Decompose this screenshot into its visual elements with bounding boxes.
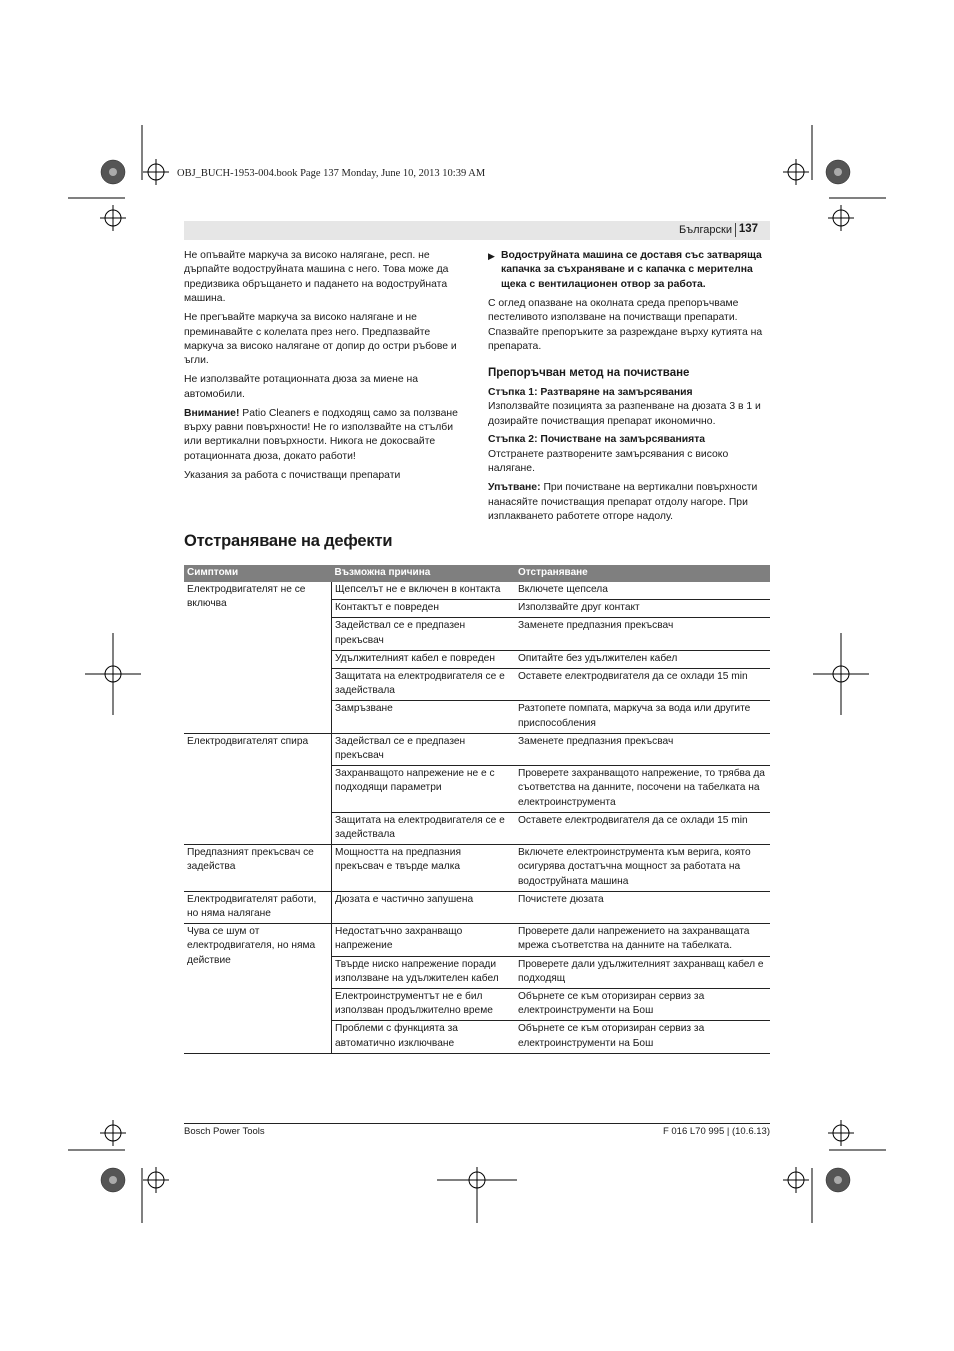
remedy-cell: Обърнете се към оторизиран сервиз за електроинструменти на Бош [515, 1021, 770, 1053]
footer-code: F 016 L70 995 | (10.6.13) [662, 1126, 770, 1137]
step-1-text: Използвайте позицията за разпенване на дюзата 3 в 1 и дозирайте почистващия препарат икономично. [488, 401, 761, 427]
print-info: OBJ_BUCH-1953-004.book Page 137 Monday, June 10, 2013 10:39 AM [177, 168, 486, 179]
symptom-cell: Чува се шум от електродвигателя, но няма действие [184, 924, 332, 1054]
table-row [184, 582, 770, 600]
step-2-label: Стъпка 2: Почистване на замърсяванията [488, 434, 706, 446]
tip-paragraph [488, 481, 771, 524]
cause-cell: Проблеми с функцията за автоматично изключване [332, 1021, 516, 1053]
warning-label: Внимание! [184, 407, 240, 419]
cause-cell: Задействал се е предпазен прекъсвач [332, 618, 516, 650]
remedy-cell: Почистете дюзата [515, 891, 770, 923]
remedy-cell: Включете щепсела [515, 582, 770, 600]
header-symptoms: Симптоми [184, 565, 332, 582]
symptom-cell: Електродвигателят не се включва [184, 582, 332, 733]
remedy-cell: Оставете електродвигателя да се охлади 15 min [515, 669, 770, 701]
cause-cell: Дюзата е частично запушена [332, 891, 516, 923]
bullet-item [488, 249, 771, 292]
right-column [488, 249, 771, 529]
cause-cell: Удължителният кабел е повреден [332, 650, 516, 668]
section-title: Отстраняване на дефекти [184, 532, 393, 550]
table-row [184, 891, 770, 923]
cause-cell: Защитата на електродвигателя се е задействала [332, 669, 516, 701]
tip-text: При почистване на вертикални повърхности нанасяйте почистващия препарат отдолу нагоре. При изплакването работете отгоре надолу. [488, 482, 758, 522]
step-2-text: Отстранете разтворените замърсявания с високо налягане. [488, 448, 729, 475]
cause-cell: Замръзване [332, 701, 516, 733]
subheading: Препоръчван метод на почистване [488, 367, 690, 380]
cause-cell: Задействал се е предпазен прекъсвач [332, 733, 516, 765]
paragraph: Не използвайте ротационната дюза за миене на автомобили. [184, 374, 419, 400]
remedy-cell: Включете електроинструмента към верига, която осигурява достатъчна мощност за работата на водоструйната машина [515, 845, 770, 892]
footer-brand: Bosch Power Tools [184, 1126, 265, 1137]
page-number: 137 [738, 223, 758, 235]
header-divider [735, 223, 736, 237]
header-language: Български [679, 224, 732, 236]
symptom-cell: Електродвигателят работи, но няма налягане [184, 891, 332, 923]
table-row [184, 733, 770, 765]
table-header-row [184, 565, 770, 582]
paragraph: Не прегъвайте маркуча за високо налягане и не преминавайте с колелата през него. Предпазвайте маркуча за високо налягане от допир до остри ръбове и ъгли. [184, 312, 457, 367]
cause-cell: Електроинструментът не е бил използван продължително време [332, 989, 516, 1021]
cause-cell: Щепселът не е включен в контакта [332, 582, 516, 600]
remedy-cell: Проверете дали удължителният захранващ кабел е подходящ [515, 956, 770, 988]
paragraph: С оглед опазване на околната среда препоръчваме пестеливото използване на почистващи препарати. Спазвайте препоръките за разреждане върху кутията на препарата. [488, 297, 763, 352]
step-2 [488, 433, 771, 476]
tip-label: Упътване: [488, 482, 541, 494]
symptom-cell: Предпазният прекъсвач се задейства [184, 845, 332, 892]
bullet-text: Водоструйната машина се доставя със затваряща капачка за съхраняване и с капачка с мерителна щека с вентилационен отвор за работа. [501, 250, 762, 290]
table-row [184, 924, 770, 956]
step-1 [488, 386, 771, 429]
remedy-cell: Обърнете се към оторизиран сервиз за електроинструменти на Бош [515, 989, 770, 1021]
remedy-cell: Разтопете помпата, маркуча за вода или другите приспособления [515, 701, 770, 733]
remedy-cell: Използвайте друг контакт [515, 600, 770, 618]
remedy-cell: Опитайте без удължителен кабел [515, 650, 770, 668]
table-row [184, 845, 770, 892]
cause-cell: Недостатъчно захранващо напрежение [332, 924, 516, 956]
page-header [184, 221, 770, 240]
cause-cell: Мощността на предпазния прекъсвач е твърде малка [332, 845, 516, 892]
remedy-cell: Проверете дали напрежението на захранващата мрежа съответства на данните на табелката. [515, 924, 770, 956]
paragraph: Указания за работа с почистващи препарати [184, 469, 401, 481]
troubleshooting-table [184, 565, 770, 1054]
warning-paragraph [184, 407, 467, 465]
cause-cell: Захранващото напрежение не е с подходящи параметри [332, 766, 516, 813]
step-1-label: Стъпка 1: Разтваряне на замърсявания [488, 386, 693, 398]
cause-cell: Защитата на електродвигателя се е задействала [332, 812, 516, 844]
header-cause: Възможна причина [332, 565, 516, 582]
remedy-cell: Заменете предпазния прекъсвач [515, 618, 770, 650]
left-column [184, 249, 467, 488]
remedy-cell: Оставете електродвигателя да се охлади 15 min [515, 812, 770, 844]
paragraph: Не опъвайте маркуча за високо налягане, респ. не дърпайте водоструйната машина с него. Това може да предизвика обръщането и падането на водоструйната машина. [184, 250, 449, 305]
remedy-cell: Проверете захранващото напрежение, то трябва да съответства на данните, посочени на табелката на електроинструмента [515, 766, 770, 813]
footer-divider [184, 1123, 770, 1124]
header-remedy: Отстраняване [515, 565, 770, 582]
warning-text: Patio Cleaners е подходящ само за ползване върху равни повърхности! Не го използвайте на стълби или вертикални повърхности. Никога не докосвайте ротационната дюза, докато работи! [184, 407, 458, 462]
symptom-cell: Електродвигателят спира [184, 733, 332, 844]
cause-cell: Контактът е повреден [332, 600, 516, 618]
bullet-arrow-icon: ▶ [488, 251, 495, 261]
cause-cell: Твърде ниско напрежение поради използване на удължителен кабел [332, 956, 516, 988]
remedy-cell: Заменете предпазния прекъсвач [515, 733, 770, 765]
